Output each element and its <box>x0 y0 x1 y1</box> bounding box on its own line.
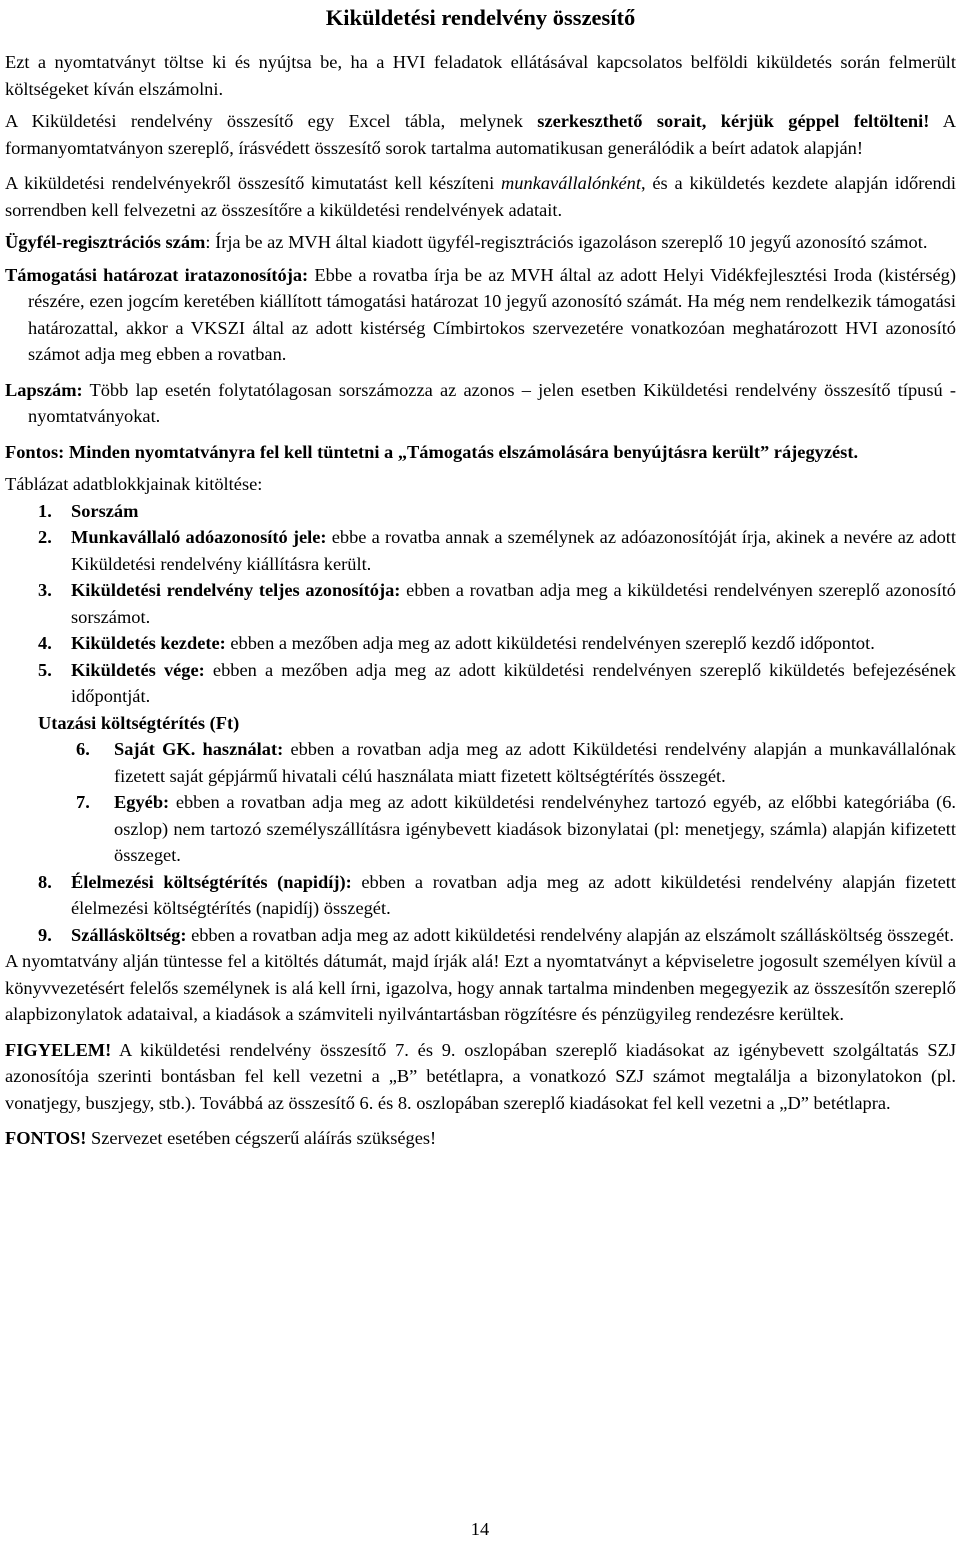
list-item-number: 2. <box>38 527 52 547</box>
list-item-label: Sorszám <box>71 500 139 521</box>
attention-paragraph <box>5 1037 956 1117</box>
list-item <box>5 630 956 657</box>
summary-paragraph <box>5 170 956 223</box>
list-item-content <box>71 657 956 710</box>
list-item-text: ebben a rovatban adja meg az adott kiküldetési rendelvény alapján az elszámolt szállásköltség összegét. <box>186 924 954 945</box>
list-item-number: 8. <box>38 871 52 892</box>
important-note <box>5 439 956 466</box>
attention-label: FIGYELEM! <box>5 1039 112 1060</box>
list-item <box>5 577 956 630</box>
list-item-text: ebben a rovatban adja meg az adott kiküldetési rendelvény alapján fizetett élelmezési költségtérítés (napidíj) összegét. <box>71 871 956 918</box>
list-item <box>5 498 956 525</box>
travel-cost-subheading: Utazási költségtérítés (Ft) <box>38 712 240 733</box>
list-item <box>5 922 956 949</box>
document-page <box>5 0 956 1152</box>
signature-paragraph: A nyomtatvány alján tüntesse fel a kitöltés dátumát, majd írják alá! Ezt a nyomtatványt a képviseletre jogosult személyen kívül a könyvvezetésért felelős személynek is alá kell írni, igazolva, hogy annak tartalma mindenben megegyezik az összesítőn szereplő alapbizonylatok adataival, a kiadások a számviteli nyilvántartásban rögzítésre és pénzügyileg rendezésre kerültek. <box>5 951 956 1024</box>
page-number-paragraph <box>5 377 956 430</box>
decision-id-text: Ebbe a rovatba írja be az MVH által az adott Helyi Vidékfejlesztési Iroda (kistérség) részére, ezen jogcím keretében kiállított támogatási határozat 10 jegyű azonosító számát. Ha még nem rendelkezik támogatási határozattal, akkor a VKSZI által az adott kistérség Címbirtokos szervezetére vonatkozóan meghatározott HVI azonosító számot adja meg ebben a rovatban. <box>28 264 956 364</box>
list-item-content <box>114 736 956 789</box>
document-title: Kiküldetési rendelvény összesítő <box>325 5 636 30</box>
list-item <box>5 736 956 789</box>
decision-id-paragraph <box>5 262 956 368</box>
summary-text-italic: munkavállalónként <box>501 173 641 193</box>
client-id-paragraph <box>5 229 956 256</box>
excel-text-bold: szerkeszthető sorait, kérjük géppel feltölteni! <box>537 111 930 131</box>
attention-text: A kiküldetési rendelvény összesítő 7. és 9. oszlopában szereplő kiadásokat az igénybevett szolgáltatás SZJ azonosítója szerinti bontásban fel kell vezetni a „B” betétlapra, a vonatkozó SZJ számot megtalálja a bizonylatokon (pl. vonatjegy, buszjegy, stb.). Továbbá az összesítő 6. és 8. oszlopában szereplő kiadásokat fel kell vezetni a „D” betétlapra. <box>5 1039 956 1113</box>
client-id-label: Ügyfél-regisztrációs szám <box>5 232 206 252</box>
list-item-text: ebben a rovatban adja meg a kiküldetési rendelvényen szereplő azonosító sorszámot. <box>71 580 956 627</box>
list-item-label: Kiküldetés vége: <box>71 659 205 680</box>
list-item-label: Saját GK. használat: <box>114 739 284 759</box>
list-item <box>5 869 956 922</box>
list-item-text: ebben a mezőben adja meg az adott kiküldetési rendelvényen szereplő kezdő időpontot. <box>225 633 875 653</box>
list-item-content <box>114 789 956 869</box>
list-item-text: ebben a rovatban adja meg az adott Kiküldetési rendelvény alapján a munkavállalónak fizetett saját gépjármű hivatali célú használata miatt fizetett költségtérítés összegét. <box>114 739 957 786</box>
data-block-list <box>5 498 956 949</box>
list-item-number: 1. <box>38 500 52 521</box>
list-item-label: Élelmezési költségtérítés (napidíj): <box>71 871 352 892</box>
table-fill-heading: Táblázat adatblokkjainak kitöltése: <box>5 474 263 494</box>
page-number-label: Lapszám: <box>5 379 83 400</box>
important-signature-text: Szervezet esetében cégszerű aláírás szükséges! <box>86 1128 437 1148</box>
client-id-text: : Írja be az MVH által kiadott ügyfél-regisztrációs igazoláson szereplő 10 jegyű azonosító számot. <box>205 232 928 252</box>
important-signature-label: FONTOS! <box>5 1128 87 1148</box>
list-item-content <box>71 630 956 657</box>
list-item-label: Egyéb: <box>114 792 170 812</box>
list-item-content <box>71 577 956 630</box>
list-item-text: ebben a rovatban adja meg az adott kiküldetési rendelvényhez tartozó egyéb, az előbbi kategóriába (6. oszlop) nem tartozó személyszállításra igénybevett kiadások bizonylatai (pl: menetjegy, számla) alapján kifizetett összeget. <box>114 792 956 865</box>
list-item-content <box>71 869 956 922</box>
list-item-content <box>71 498 956 525</box>
list-item-number: 3. <box>38 580 52 600</box>
list-item-number: 4. <box>38 633 52 653</box>
list-item <box>5 524 956 577</box>
intro-paragraph: Ezt a nyomtatványt töltse ki és nyújtsa be, ha a HVI feladatok ellátásával kapcsolatos belföldi kiküldetés során felmerült költségeket kíván elszámolni. <box>5 52 956 99</box>
list-item-label: Munkavállaló adóazonosító jele: <box>71 527 327 547</box>
summary-text-a: A kiküldetési rendelvényekről összesítő kimutatást kell készíteni <box>5 173 502 193</box>
list-item-label: Szállásköltség: <box>71 924 187 945</box>
excel-text-c: A formanyomtatványon szereplő, írásvédett összesítő sorok tartalma automatikusan generálódik a beírt adatok alapján! <box>5 111 956 158</box>
list-item-label: Kiküldetés kezdete: <box>71 633 226 653</box>
list-item-number: 5. <box>38 659 52 680</box>
excel-paragraph <box>5 108 956 161</box>
list-item-content <box>71 922 956 949</box>
page-number: 14 <box>470 1519 490 1539</box>
list-item <box>5 657 956 710</box>
list-item-text: ebbe a rovatba annak a személynek az adóazonosítóját írja, akinek a nevére az adott Kiküldetési rendelvény kiállításra került. <box>71 527 956 574</box>
list-item-number: 6. <box>76 739 90 759</box>
page-number-text: Több lap esetén folytatólagosan sorszámozza az azonos – jelen esetben Kiküldetési rendelvény összesítő típusú - nyomtatványokat. <box>28 379 956 426</box>
list-item-content <box>71 524 956 577</box>
decision-id-label: Támogatási határozat iratazonosítója: <box>5 264 309 285</box>
important-note-text: Fontos: Minden nyomtatványra fel kell tüntetni a „Támogatás elszámolására benyújtásra került” rájegyzést. <box>5 441 859 462</box>
list-item-number: 9. <box>38 924 52 945</box>
list-item-number: 7. <box>76 792 90 812</box>
list-item-text: ebben a mezőben adja meg az adott kiküldetési rendelvényen szereplő kiküldetés befejezésének időpontját. <box>71 659 956 706</box>
excel-text-a: A Kiküldetési rendelvény összesítő egy Excel tábla, melynek <box>5 111 538 131</box>
summary-text-c: , és a kiküldetés kezdete alapján időrendi sorrendben kell felvezetni az összesítőre a kiküldetési rendelvények adatait. <box>5 173 956 220</box>
list-item-label: Kiküldetési rendelvény teljes azonosítója: <box>71 580 401 600</box>
important-signature-paragraph <box>5 1125 956 1152</box>
list-item <box>5 789 956 869</box>
